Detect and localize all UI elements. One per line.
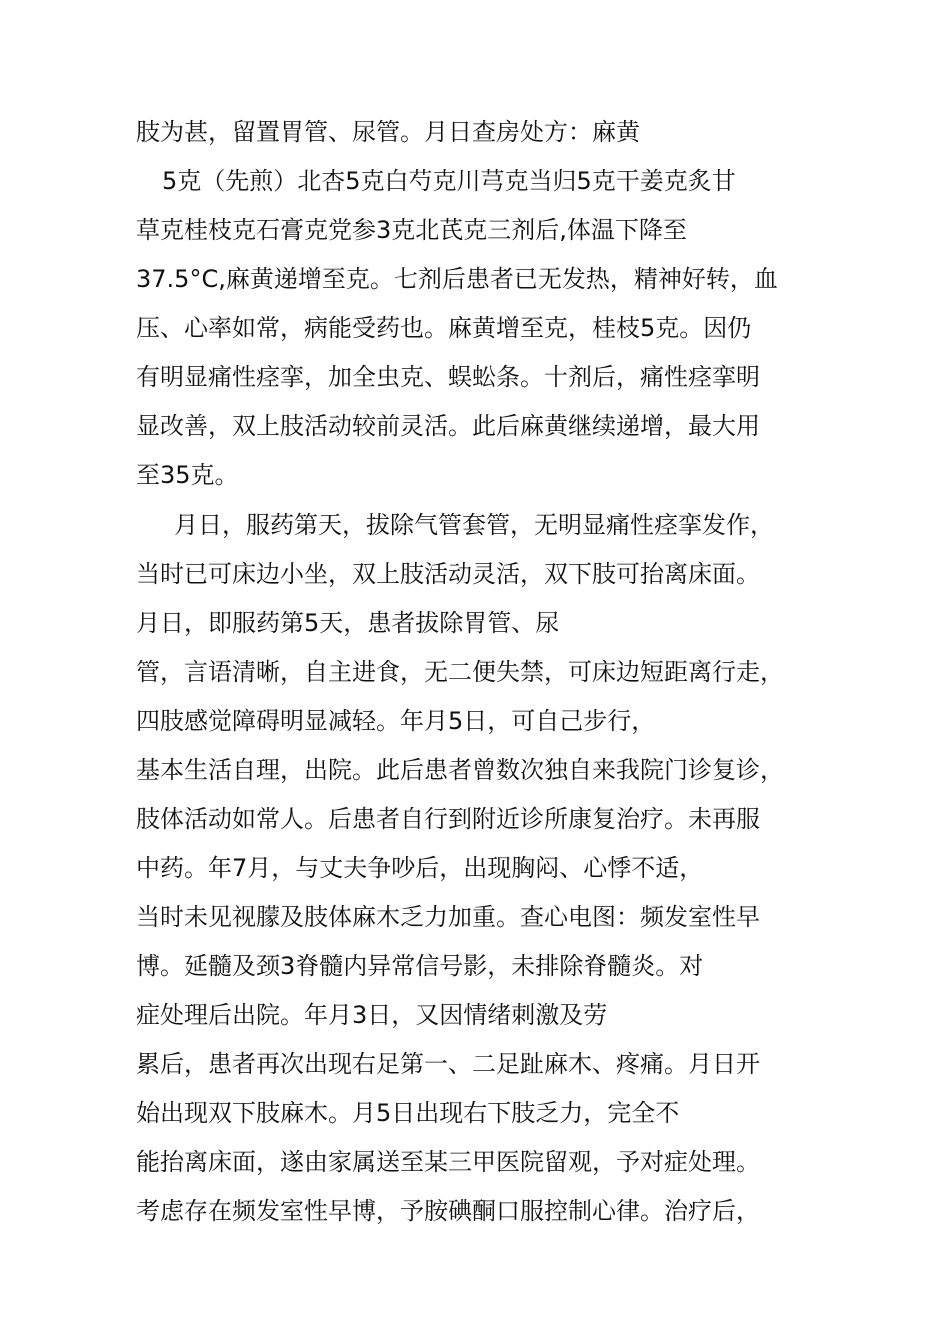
text-line-20: 累后，患者再次出现右足第一、二足趾麻木、疼痛。月日开 <box>136 1050 760 1078</box>
text-line-11: 月日，即服药第5天，患者拔除胃管、尿 <box>136 609 560 637</box>
text-line-16: 中药。年7月，与丈夫争吵后，出现胸闷、心悸不适， <box>136 854 704 882</box>
text-line-21: 始出现双下肢麻木。月5日出现右下肢乏力，完全不 <box>136 1099 680 1127</box>
text-line-2: 5克（先煎）北杏5克白芍克川芎克当归5克干姜克炙甘 <box>162 167 736 195</box>
text-line-4: 37.5°C,麻黄递增至克。七剂后患者已无发热，精神好转，血 <box>136 265 778 293</box>
text-line-3: 草克桂枝克石膏克党参3克北芪克三剂后,体温下降至 <box>136 216 687 244</box>
text-line-12: 管，言语清晰，自主进食，无二便失禁，可床边短距离行走， <box>136 658 784 686</box>
text-line-1: 肢为甚，留置胃管、尿管。月日查房处方：麻黄 <box>136 118 640 146</box>
text-line-15: 肢体活动如常人。后患者自行到附近诊所康复治疗。未再服 <box>136 805 760 833</box>
text-line-19: 症处理后出院。年月3日，又因情绪刺激及劳 <box>136 1001 608 1029</box>
text-line-10: 当时已可床边小坐，双上肢活动灵活，双下肢可抬离床面。 <box>136 560 760 588</box>
text-line-7: 显改善，双上肢活动较前灵活。此后麻黄继续递增，最大用 <box>136 412 760 440</box>
text-line-13: 四肢感觉障碍明显减轻。年月5日，可自己步行， <box>136 707 656 735</box>
text-line-8: 至35克。 <box>136 461 239 489</box>
text-line-23: 考虑存在频发室性早博，予胺碘酮口服控制心律。治疗后， <box>136 1197 760 1225</box>
text-line-17: 当时未见视朦及肢体麻木乏力加重。查心电图：频发室性早 <box>136 903 760 931</box>
text-line-14: 基本生活自理，出院。此后患者曾数次独自来我院门诊复诊， <box>136 756 784 784</box>
text-line-18: 博。延髓及颈3脊髓内异常信号影，未排除脊髓炎。对 <box>136 952 704 980</box>
text-line-6: 有明显痛性痉挛，加全虫克、蜈蚣条。十剂后，痛性痉挛明 <box>136 363 760 391</box>
text-line-5: 压、心率如常，病能受药也。麻黄增至克，桂枝5克。因仍 <box>136 314 752 342</box>
text-line-9: 月日，服药第天，拔除气管套管，无明显痛性痉挛发作， <box>174 511 774 539</box>
text-line-22: 能抬离床面，遂由家属送至某三甲医院留观，予对症处理。 <box>136 1148 760 1176</box>
